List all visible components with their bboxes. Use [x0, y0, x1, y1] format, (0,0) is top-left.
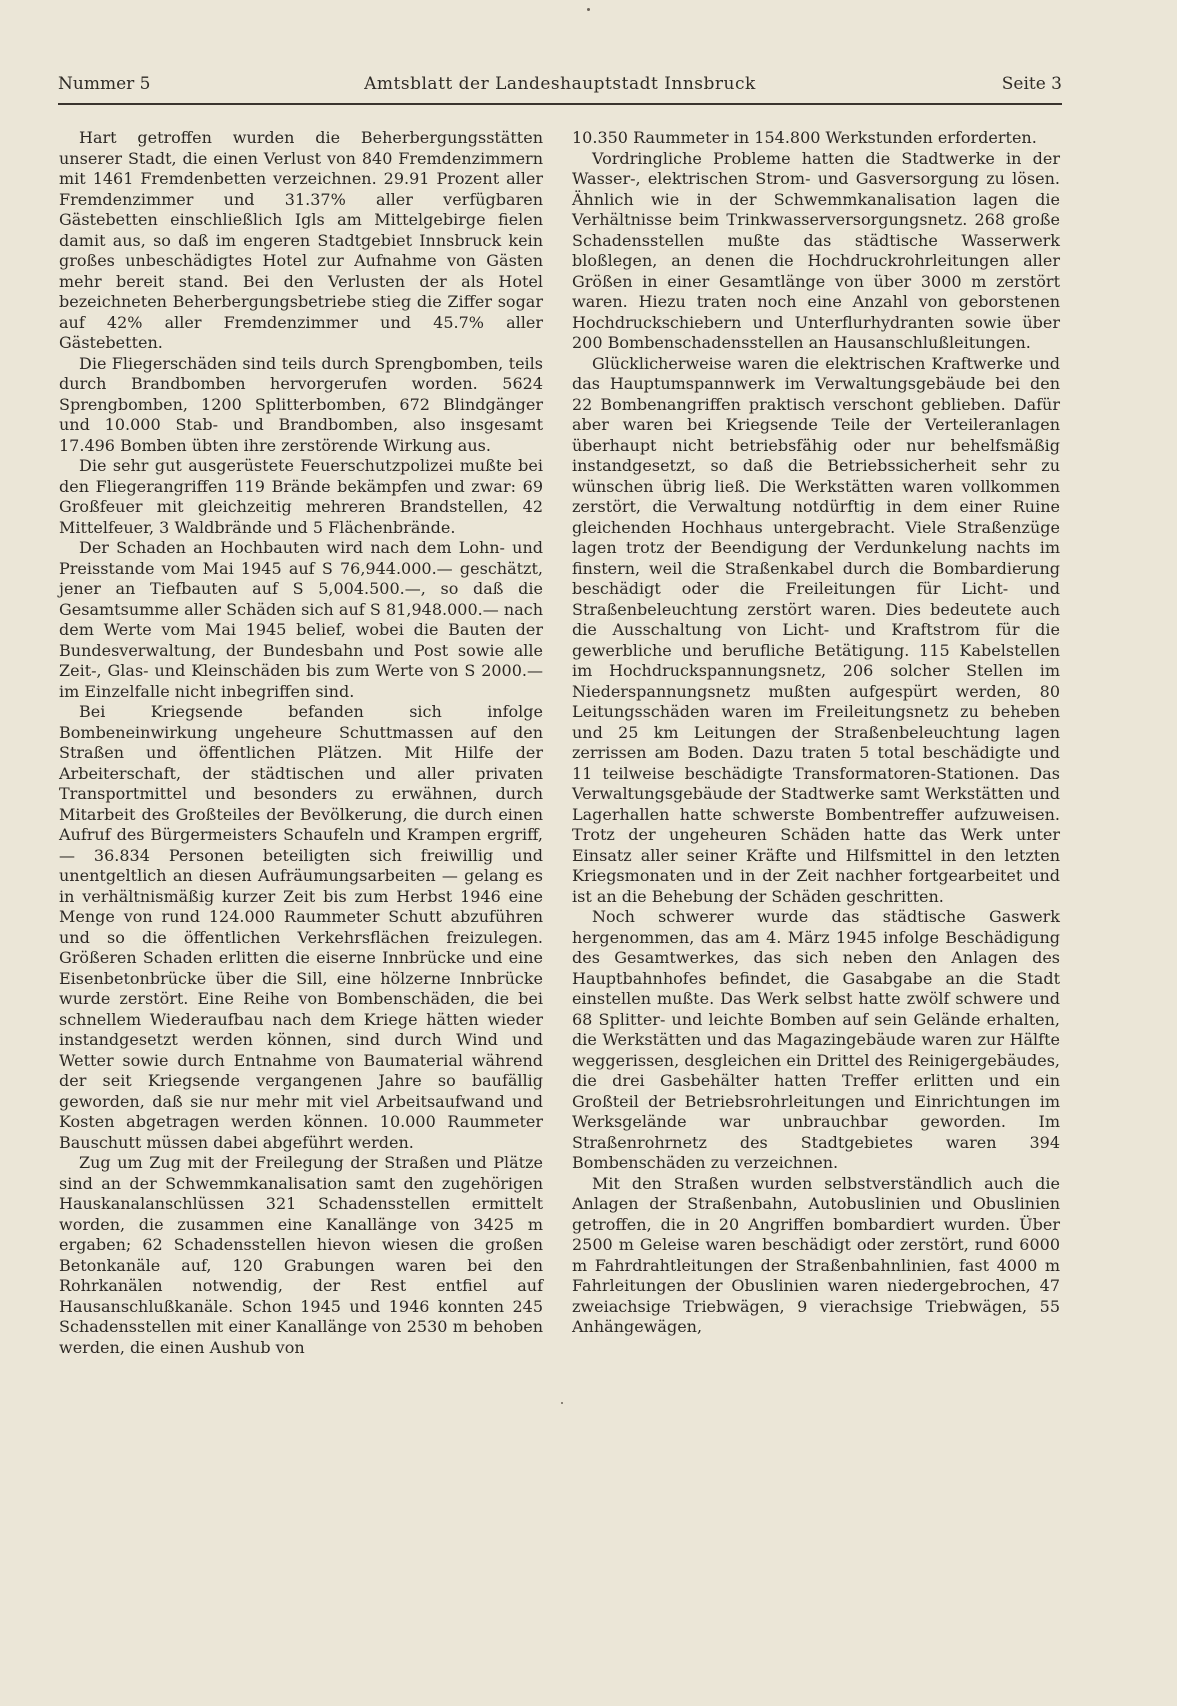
header-rule	[58, 103, 1062, 105]
paragraph: Vordringliche Probleme hatten die Stadtwerke in der Wasser-, elektrischen Strom- und Gasversorgung zu lösen. Ähnlich wie in der Schwemmkanalisation lagen die Verhältnisse beim Trinkwasserversorgungsnetz. 268 große Schadensstellen mußte das städtische Wasserwerk bloßlegen, an denen die Hochdruckrohrleitungen aller Größen in einer Gesamtlänge von über 3000 m zerstört waren. Hiezu traten noch eine Anzahl von geborstenen Hochdruckschiebern und Unterflurhydranten sowie über 200 Bombenschadensstellen an Hausanschlußleitungen.	[572, 148, 1060, 352]
issue-number: Nummer 5	[58, 74, 151, 94]
paragraph: Zug um Zug mit der Freilegung der Straßen und Plätze sind an der Schwemmkanalisation samt den zugehörigen Hauskanalanschlüssen 321 Schadensstellen ermittelt worden, die zusammen eine Kanallänge von 3425 m ergaben; 62 Schadensstellen hievon wiesen die großen Betonkanäle auf, 120 Grabungen waren bei den Rohrkanälen notwendig, der Rest entfiel auf Hausanschlußkanäle. Schon 1945 und 1946 konnten 245 Schadensstellen mit einer Kanallänge von 2530 m behoben werden, die einen Aushub von	[59, 1153, 543, 1357]
paragraph: Die Fliegerschäden sind teils durch Sprengbomben, teils durch Brandbomben hervorgerufen worden. 5624 Sprengbomben, 1200 Splitterbomben, 672 Blindgänger und 10.000 Stab- und Brandbomben, also insgesamt 17.496 Bomben übten ihre zerstörende Wirkung aus.	[59, 353, 543, 455]
paragraph: Noch schwerer wurde das städtische Gaswerk hergenommen, das am 4. März 1945 infolge Beschädigung des Gesamtwerkes, das sich neben den Anlagen des Hauptbahnhofes befindet, die Gasabgabe an die Stadt einstellen mußte. Das Werk selbst hatte zwölf schwere und 68 Splitter- und leichte Bomben auf sein Gelände erhalten, die Werkstätten und das Magazingebäude waren zur Hälfte weggerissen, desgleichen ein Drittel des Reinigergebäudes, die drei Gasbehälter hatten Treffer erlitten und ein Großteil der Betriebsrohrleitungen und Einrichtungen im Werksgelände war unbrauchbar geworden. Im Straßenrohrnetz des Stadtgebietes waren 394 Bombenschäden zu verzeichnen.	[572, 907, 1060, 1172]
left-column	[59, 128, 543, 1633]
right-column	[572, 128, 1060, 1633]
paragraph: Glücklicherweise waren die elektrischen Kraftwerke und das Hauptumspannwerk im Verwaltungsgebäude bei den 22 Bombenangriffen praktisch verschont geblieben. Dafür aber waren bei Kriegsende Teile der Verteileranlagen überhaupt nicht betriebsfähig oder nur behelfsmäßig instandgesetzt, so daß die Betriebssicherheit sehr zu wünschen übrig ließ. Die Werkstätten waren vollkommen zerstört, die Verwaltung notdürftig in dem einer Ruine gleichenden Hochhaus untergebracht. Viele Straßenzüge lagen trotz der Beendigung der Verdunkelung nachts im finstern, weil die Straßenkabel durch die Bombardierung beschädigt oder die Freileitungen für Licht- und Straßenbeleuchtung zerstört waren. Dies bedeutete auch die Ausschaltung von Licht- und Kraftstrom für die gewerbliche und berufliche Betätigung. 115 Kabelstellen im Hochdruckspannungsnetz, 206 solcher Stellen im Niederspannungsnetz mußten aufgespürt werden, 80 Leitungsschäden waren im Freileitungsnetz zu beheben und 25 km Leitungen der Straßenbeleuchtung lagen zerrissen am Boden. Dazu traten 5 total beschädigte und 11 teilweise beschädigte Transformatoren-Stationen. Das Verwaltungsgebäude der Stadtwerke samt Werkstätten und Lagerhallen hatte schwerste Bombentreffer aufzuweisen. Trotz der ungeheuren Schäden hatte das Werk unter Einsatz aller seiner Kräfte und Hilfsmittel in den letzten Kriegsmonaten und in der Zeit nachher fortgearbeitet und ist an die Behebung der Schäden geschritten.	[572, 353, 1060, 906]
print-speck	[561, 1402, 563, 1404]
paragraph: Bei Kriegsende befanden sich infolge Bombeneinwirkung ungeheure Schuttmassen auf den Straßen und öffentlichen Plätzen. Mit Hilfe der Arbeiterschaft, der städtischen und aller privaten Transportmittel und besonders zu erwähnen, durch Mitarbeit des Großteiles der Bevölkerung, die durch einen Aufruf des Bürgermeisters Schaufeln und Krampen ergriff, — 36.834 Personen beteiligten sich freiwillig und unentgeltlich an diesen Aufräumungsarbeiten — gelang es in verhältnismäßig kurzer Zeit bis zum Herbst 1946 eine Menge von rund 124.000 Raummeter Schutt abzuführen und so die öffentlichen Verkehrsflächen freizulegen. Größeren Schaden erlitten die eiserne Innbrücke und eine Eisenbetonbrücke über die Sill, eine hölzerne Innbrücke wurde zerstört. Eine Reihe von Bombenschäden, die bei schnellem Wiederaufbau nach dem Kriege hätten wieder instandgesetzt werden können, sind durch Wind und Wetter sowie durch Entnahme von Baumaterial während der seit Kriegsende vergangenen Jahre so baufällig geworden, daß sie nur mehr mit viel Arbeitsaufwand und Kosten abgetragen werden können. 10.000 Raummeter Bauschutt müssen dabei abgeführt werden.	[59, 702, 543, 1152]
paragraph: Der Schaden an Hochbauten wird nach dem Lohn- und Preisstande vom Mai 1945 auf S 76,944.000.— geschätzt, jener an Tiefbauten auf S 5,004.500.—, so daß die Gesamtsumme aller Schäden sich auf S 81,948.000.— nach dem Werte vom Mai 1945 belief, wobei die Bauten der Bundesverwaltung, der Bundesbahn und Post sowie alle Zeit-, Glas- und Kleinschäden bis zum Werte von S 2000.— im Einzelfalle nicht inbegriffen sind.	[59, 538, 543, 701]
page-header	[58, 74, 1062, 100]
print-speck	[587, 8, 590, 11]
publication-title: Amtsblatt der Landeshauptstadt Innsbruck	[364, 74, 756, 94]
paragraph: Mit den Straßen wurden selbstverständlich auch die Anlagen der Straßenbahn, Autobuslinien und Obuslinien getroffen, die in 20 Angriffen bombardiert wurden. Über 2500 m Geleise waren beschädigt oder zerstört, rund 6000 m Fahrdrahtleitungen der Straßenbahnlinien, fast 4000 m Fahrleitungen der Obuslinien waren niedergebrochen, 47 zweiachsige Triebwägen, 9 vierachsige Triebwägen, 55 Anhängewägen,	[572, 1173, 1060, 1336]
paragraph-continued: 10.350 Raummeter in 154.800 Werkstunden erforderten.	[572, 128, 1037, 147]
paragraph: Hart getroffen wurden die Beherbergungsstätten unserer Stadt, die einen Verlust von 840 Fremdenzimmern mit 1461 Fremdenbetten verzeichnen. 29.91 Prozent aller Fremdenzimmer und 31.37% aller verfügbaren Gästebetten einschließlich Igls am Mittelgebirge fielen damit aus, so daß im engeren Stadtgebiet Innsbruck kein großes unbeschädigtes Hotel zur Aufnahme von Gästen mehr bereit stand. Bei den Verlusten der als Hotel bezeichneten Beherbergungsbetriebe stieg die Ziffer sogar auf 42% aller Fremdenzimmer und 45.7% aller Gästebetten.	[59, 128, 543, 352]
paragraph: Die sehr gut ausgerüstete Feuerschutzpolizei mußte bei den Fliegerangriffen 119 Brände bekämpfen und zwar: 69 Großfeuer mit gleichzeitig mehreren Brandstellen, 42 Mittelfeuer, 3 Waldbrände und 5 Flächenbrände.	[59, 456, 543, 537]
page-number: Seite 3	[1001, 74, 1062, 94]
